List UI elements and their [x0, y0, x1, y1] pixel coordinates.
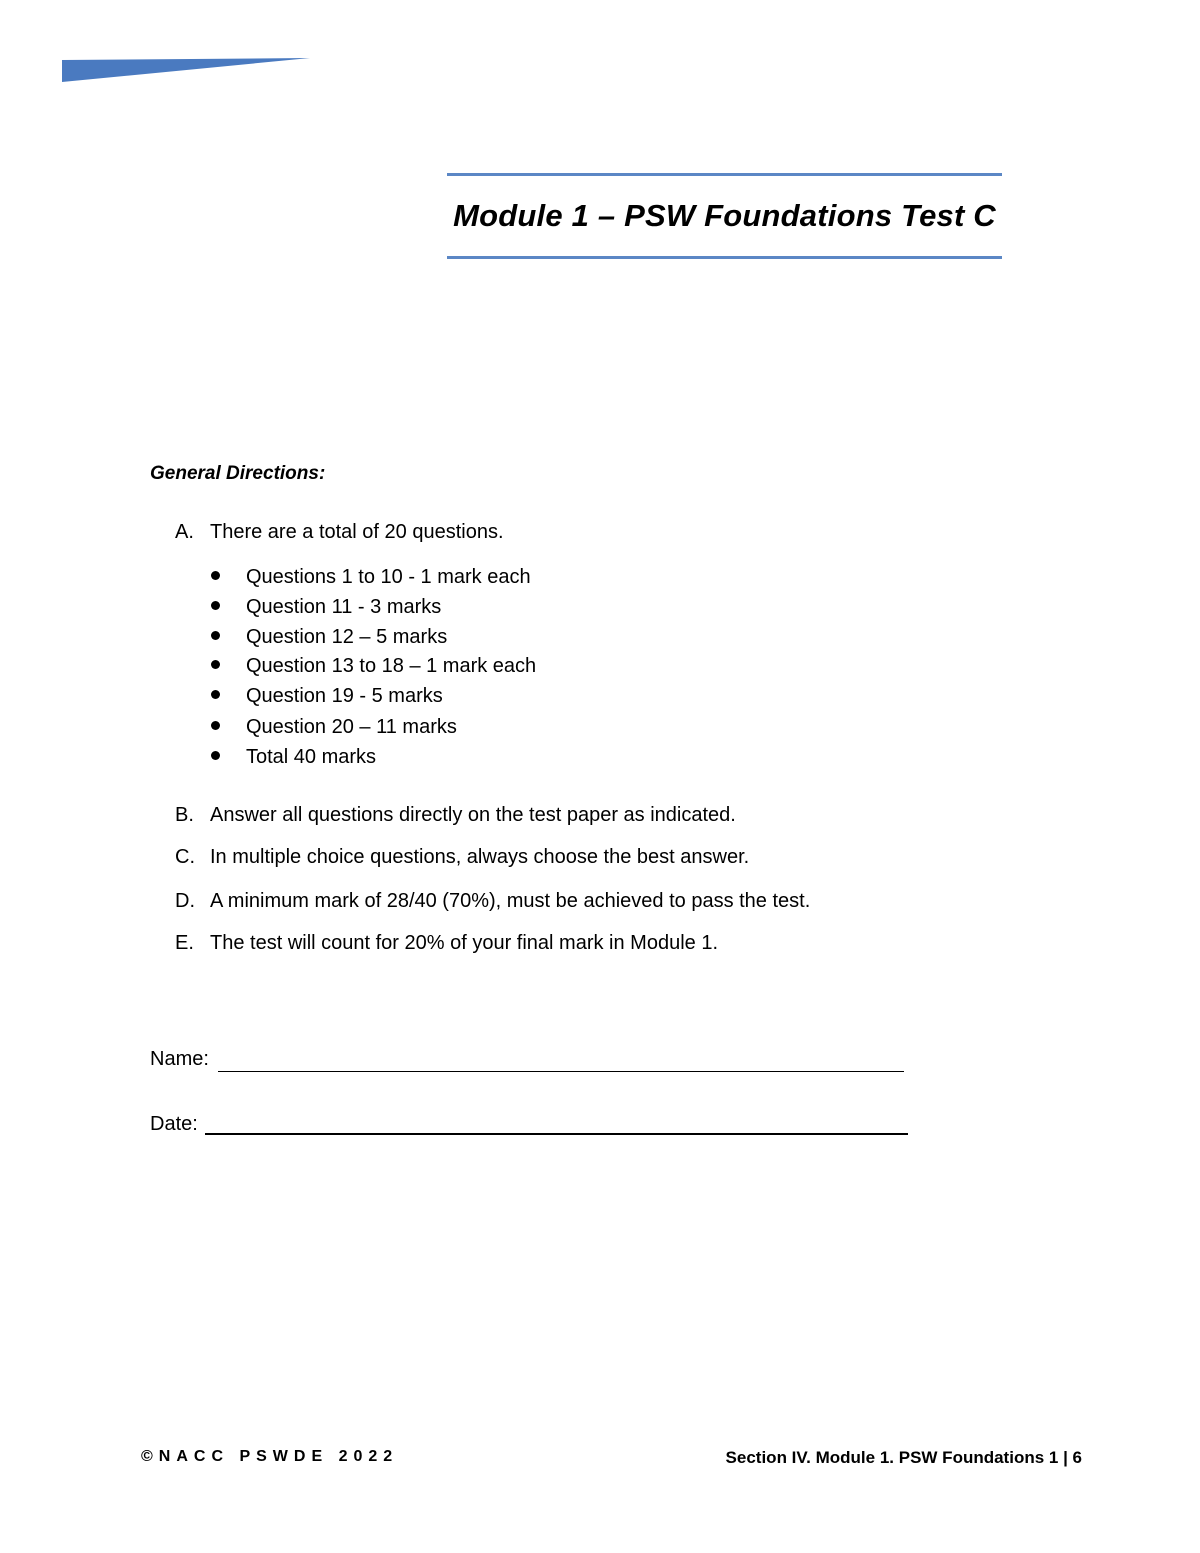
- bullet-icon: [211, 631, 220, 640]
- marks-list-item: [211, 685, 443, 708]
- direction-text: There are a total of 20 questions.: [210, 521, 504, 543]
- direction-text: In multiple choice questions, always choose the best answer.: [210, 846, 750, 868]
- marks-list-item: [211, 596, 441, 619]
- marks-list-item: [211, 566, 531, 589]
- bullet-icon: [211, 571, 220, 580]
- marks-text: Question 20 – 11 marks: [246, 716, 457, 738]
- direction-text: A minimum mark of 28/40 (70%), must be achieved to pass the test.: [210, 890, 811, 912]
- name-field-line[interactable]: [218, 1071, 904, 1072]
- direction-item-d: [175, 890, 810, 913]
- direction-letter: A.: [175, 521, 194, 543]
- direction-letter: E.: [175, 932, 194, 954]
- bullet-icon: [211, 690, 220, 699]
- marks-list-item: [211, 716, 457, 739]
- direction-item-e: [175, 932, 718, 955]
- bullet-icon: [211, 751, 220, 760]
- directions-heading: General Directions:: [150, 463, 326, 484]
- marks-text: Question 12 – 5 marks: [246, 626, 448, 648]
- marks-text: Total 40 marks: [246, 746, 377, 768]
- marks-text: Questions 1 to 10 - 1 mark each: [246, 566, 531, 588]
- marks-list-item: [211, 655, 536, 678]
- direction-letter: D.: [175, 890, 195, 912]
- direction-item-b: [175, 804, 736, 827]
- marks-list-item: [211, 626, 447, 649]
- direction-letter: B.: [175, 804, 194, 826]
- bullet-icon: [211, 721, 220, 730]
- date-field-line[interactable]: [205, 1133, 908, 1135]
- logo-swoosh-graphic: [62, 58, 310, 84]
- marks-text: Question 13 to 18 – 1 mark each: [246, 655, 537, 677]
- marks-list-item: [211, 746, 376, 769]
- direction-item-c: [175, 846, 749, 869]
- direction-text: Answer all questions directly on the test paper as indicated.: [210, 804, 736, 826]
- footer-page-info: Section IV. Module 1. PSW Foundations 1 | 6: [725, 1448, 1082, 1467]
- date-field-label: Date:: [150, 1113, 198, 1135]
- footer-copyright: ©NACC PSWDE 2022: [141, 1448, 399, 1465]
- direction-letter: C.: [175, 846, 195, 868]
- bullet-icon: [211, 660, 220, 669]
- marks-text: Question 11 - 3 marks: [246, 596, 442, 618]
- name-field-label: Name:: [150, 1048, 209, 1070]
- direction-text: The test will count for 20% of your final mark in Module 1.: [210, 932, 719, 954]
- bullet-icon: [211, 601, 220, 610]
- document-title: Module 1 – PSW Foundations Test C: [453, 198, 996, 233]
- title-box: [447, 173, 1002, 259]
- direction-item-a: [175, 521, 504, 544]
- marks-text: Question 19 - 5 marks: [246, 685, 443, 707]
